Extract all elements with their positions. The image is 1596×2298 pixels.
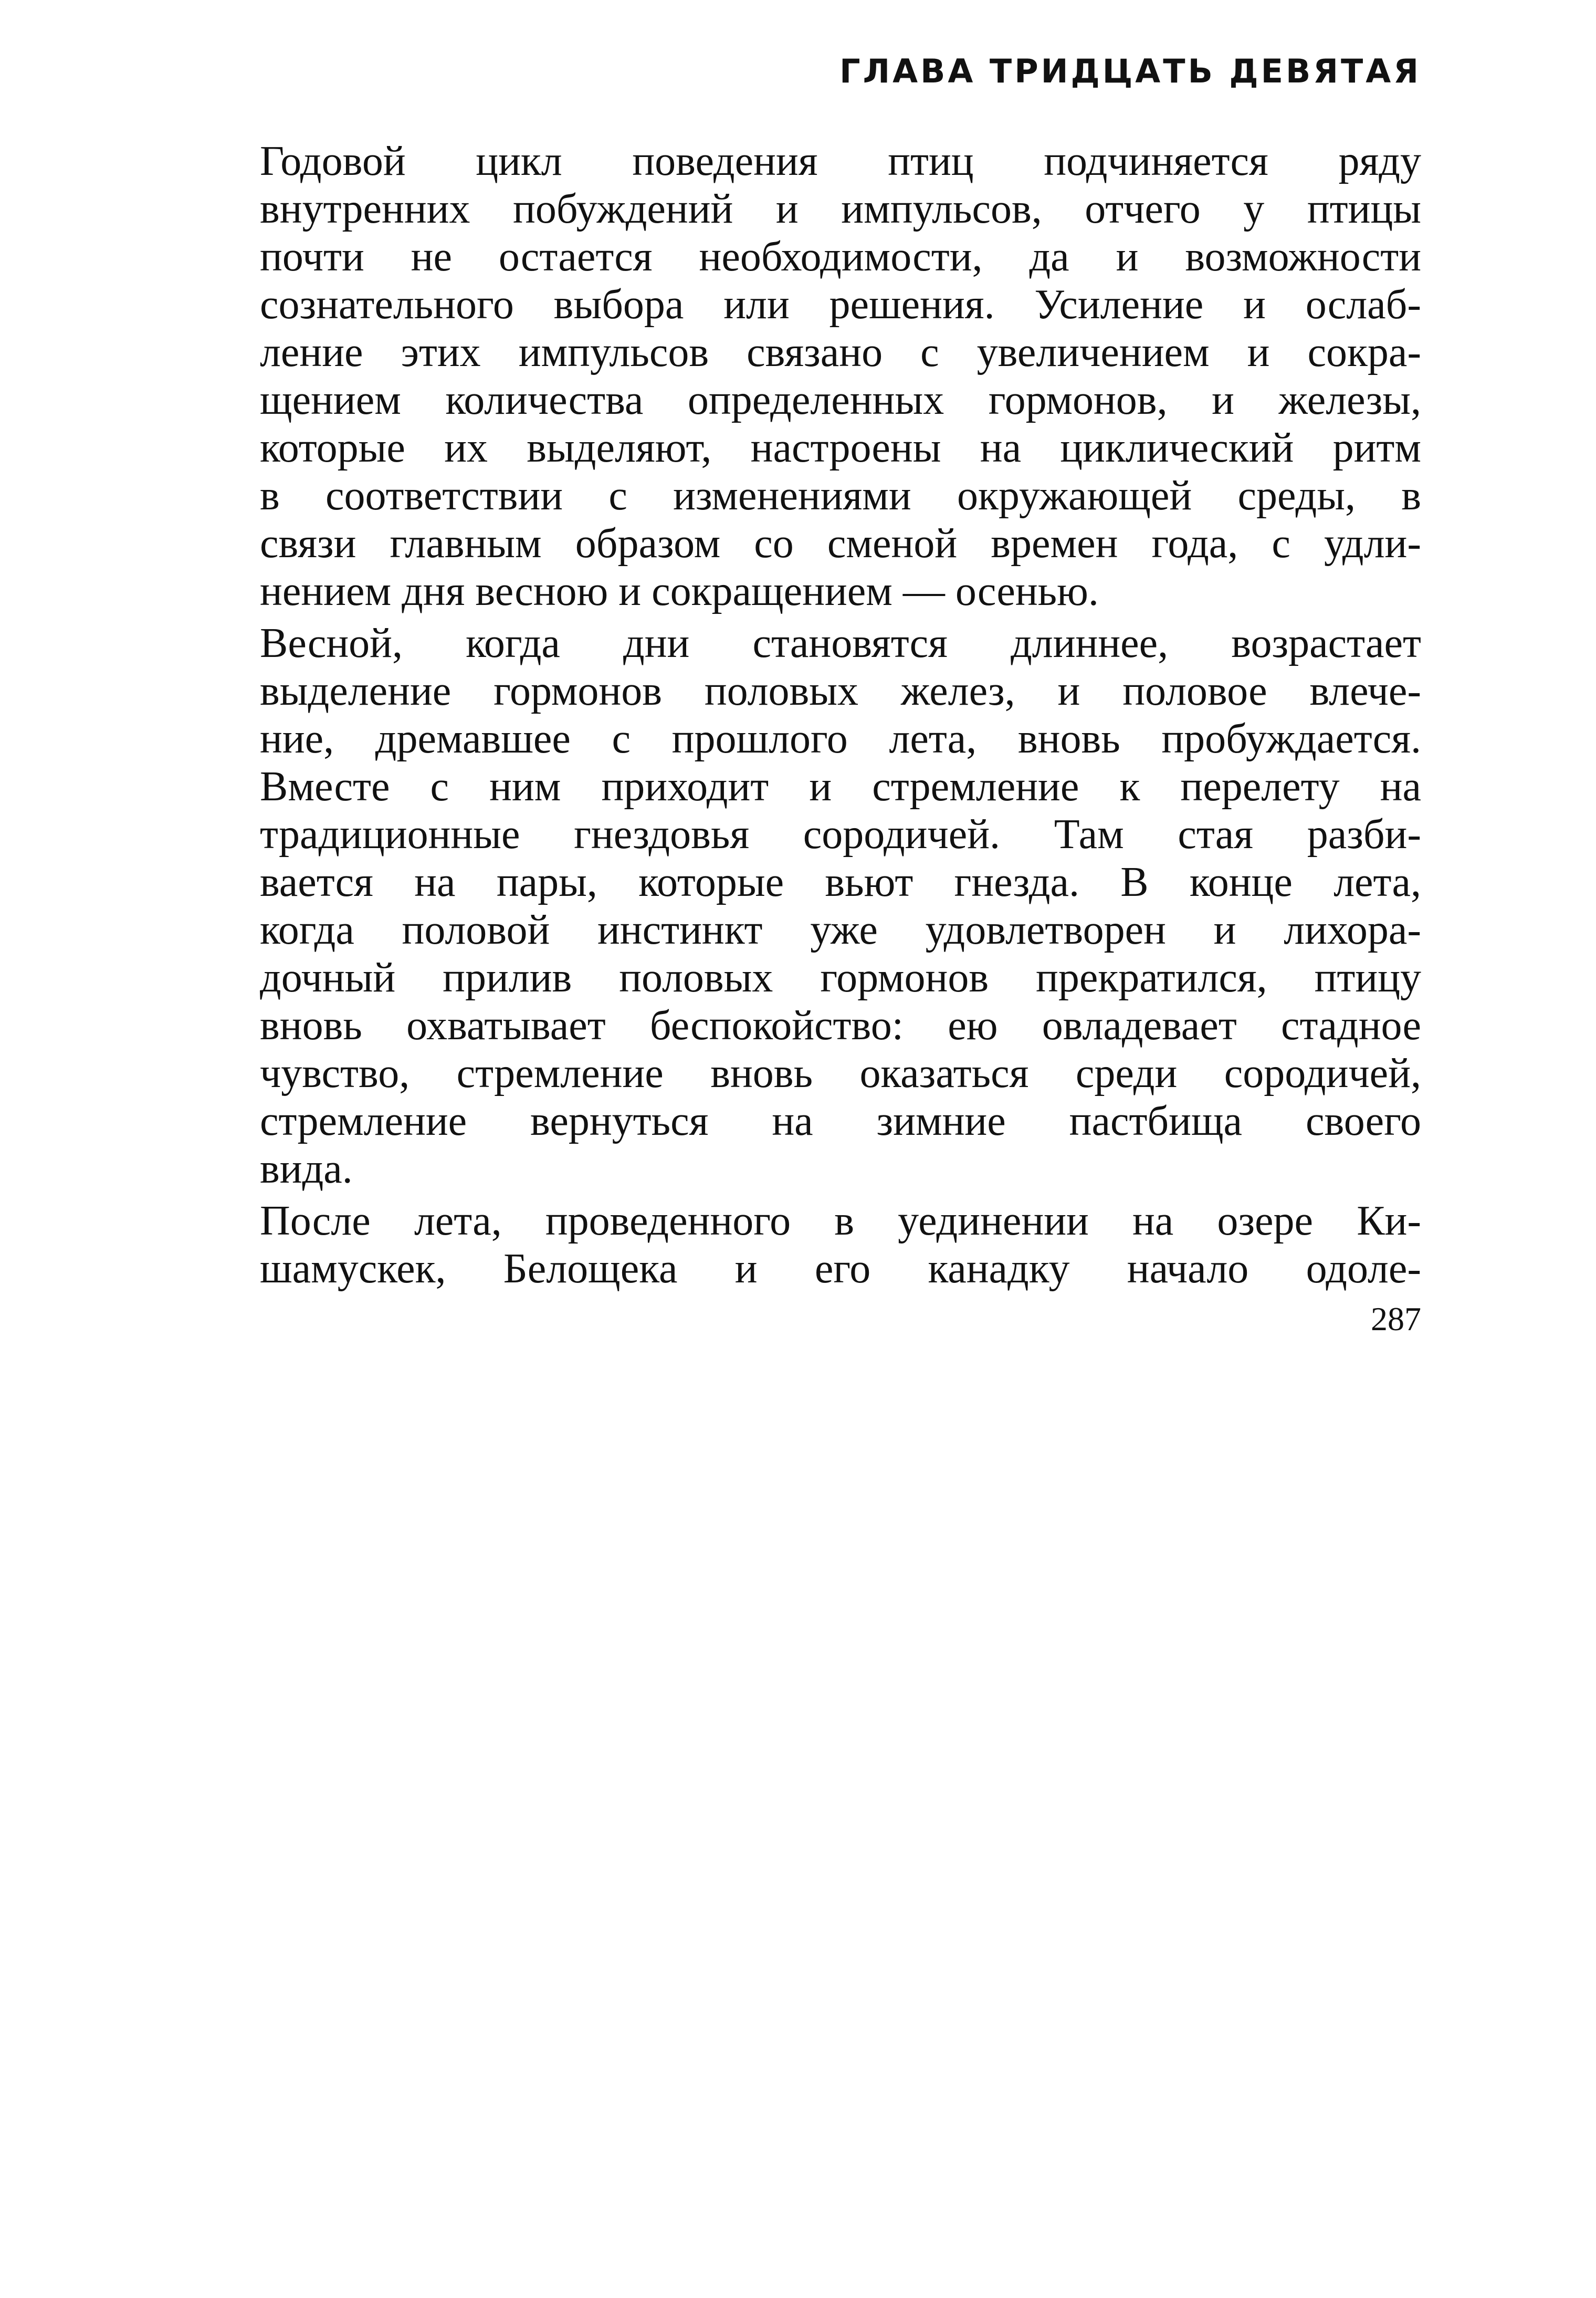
text-line: шамускек, Белощека и его канадку начало одоле-	[260, 1246, 1421, 1292]
text-line: внутренних побуждений и импульсов, отчего у птицы	[260, 186, 1421, 232]
text-line: ние, дремавшее с прошлого лета, вновь пробуждается.	[260, 716, 1421, 762]
page-number: 287	[1371, 1300, 1421, 1338]
paragraph-3	[192, 1197, 1421, 1293]
text-line: которые их выделяют, настроены на циклический ритм	[260, 425, 1421, 471]
text-line: вида.	[260, 1146, 353, 1192]
text-line: нением дня весною и сокращением — осенью.	[260, 568, 1099, 614]
chapter-header: ГЛАВА ТРИДЦАТЬ ДЕВЯТАЯ	[839, 52, 1421, 90]
text-line: чувство, стремление вновь оказаться среди сородичей,	[260, 1050, 1421, 1096]
text-line: традиционные гнездовья сородичей. Там стая разби-	[260, 811, 1421, 858]
text-line: вновь охватывает беспокойство: ею овладевает стадное	[260, 1002, 1421, 1049]
text-line: Вместе с ним приходит и стремление к перелету на	[260, 764, 1421, 810]
text-line: сознательного выбора или решения. Усиление и ослаб-	[260, 281, 1421, 328]
body-text	[192, 138, 1421, 1297]
text-line: Весной, когда дни становятся длиннее, возрастает	[260, 620, 1421, 666]
text-line: Годовой цикл поведения птиц подчиняется ряду	[260, 138, 1421, 184]
text-line: в соответствии с изменениями окружающей среды, в	[260, 473, 1421, 519]
text-line: почти не остается необходимости, да и возможности	[260, 234, 1421, 280]
text-line: стремление вернуться на зимние пастбища своего	[260, 1098, 1421, 1144]
text-line: связи главным образом со сменой времен года, с удли-	[260, 520, 1421, 567]
text-line: выделение гормонов половых желез, и половое влече-	[260, 668, 1421, 714]
text-line: ление этих импульсов связано с увеличением и сокра-	[260, 329, 1421, 375]
paragraph-1	[192, 138, 1421, 615]
text-line: щением количества определенных гормонов, и железы,	[260, 377, 1421, 423]
paragraph-2	[192, 620, 1421, 1193]
text-line: вается на пары, которые вьют гнезда. В конце лета,	[260, 859, 1421, 905]
text-line: когда половой инстинкт уже удовлетворен и лихора-	[260, 907, 1421, 953]
text-line: После лета, проведенного в уединении на озере Ки-	[260, 1198, 1421, 1244]
text-line: дочный прилив половых гормонов прекратился, птицу	[260, 955, 1421, 1001]
